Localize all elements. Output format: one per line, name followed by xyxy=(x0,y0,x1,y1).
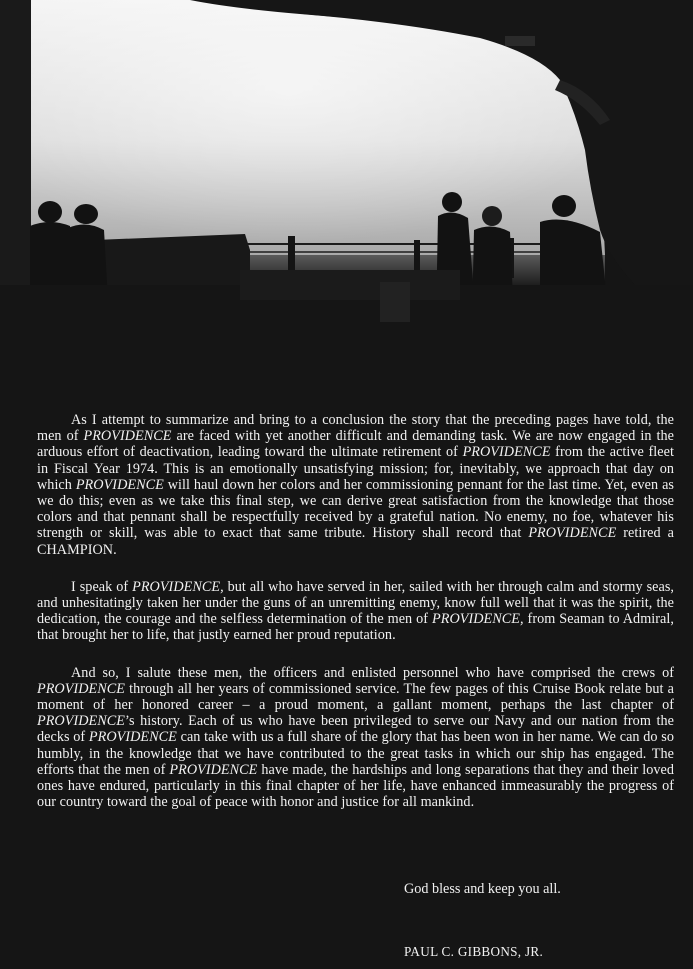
ship-deck-silhouette-photo xyxy=(0,0,693,400)
letter-paragraph: As I attempt to summarize and bring to a conclusion the story that the preceding pages have told, the men of PROVIDENCE are faced with yet another difficult and demanding task. We are now engaged in the arduous effort of deactivation, leading toward the ultimate retirement of PROVIDENCE from the active fleet in Fiscal Year 1974. This is an emotionally unsatisfying mission; for, inevitably, we approach that day on which PROVIDENCE will haul down her colors and her commissioning pennant for the last time. Yet, even as we do this; even as we take this final step, we can derive great satisfaction from the knowledge that those colors and that pennant shall be respectfully received by a grateful nation. No enemy, no foe, whatever his strength or skill, was able to exact that same tribute. History shall record that PROVIDENCE retired a CHAMPION. xyxy=(37,412,674,558)
signature-name: PAUL C. GIBBONS, JR. xyxy=(404,944,544,959)
ship-name: PROVIDENCE, xyxy=(132,578,224,595)
ship-name: PROVIDENCE xyxy=(528,525,617,542)
ship-name: PROVIDENCE xyxy=(88,729,177,746)
letter-paragraph: I speak of PROVIDENCE, but all who have served in her, sailed with her through calm and stormy seas, and unhesitatingly taken her under the guns of an unremitting enemy, know full well that it was the spirit, the dedication, the courage and the selfless determination of the men of PROVIDENCE, from Seaman to Admiral, that brought her to life, that justly earned her proud reputation. xyxy=(37,578,674,644)
ship-name: PROVIDENCE xyxy=(83,428,172,445)
ship-name: PROVIDENCE xyxy=(75,476,164,493)
ship-name: PROVIDENCE xyxy=(169,761,258,778)
letter-body xyxy=(37,412,674,831)
closing-line: God bless and keep you all. xyxy=(404,881,561,897)
ship-name: PROVIDENCE xyxy=(37,680,125,697)
letter-paragraph: And so, I salute these men, the officers and enlisted personnel who have comprised the crews of PROVIDENCE through all her years of commissioned service. The few pages of this Cruise Book relate but a moment of her honored career – a proud moment, a gallant moment, perhaps the last chapter of PROVIDENCE’s history. Each of us who have been privileged to serve our Navy and our nation from the decks of PROVIDENCE can take with us a full share of the glory that has been won in her name. We can do so humbly, in the knowledge that we have contributed to the great tasks in which our ship has engaged. The efforts that the men of PROVIDENCE have made, the hardships and long separations that they and their loved ones have endured, particularly in this final chapter of her life, have enhanced immeasurably the progress of our country toward the goal of peace with honor and justice for all mankind. xyxy=(37,664,674,811)
ship-name: PROVIDENCE xyxy=(37,713,125,730)
ship-name: PROVIDENCE xyxy=(462,444,551,461)
ship-name: PROVIDENCE, xyxy=(432,611,524,628)
